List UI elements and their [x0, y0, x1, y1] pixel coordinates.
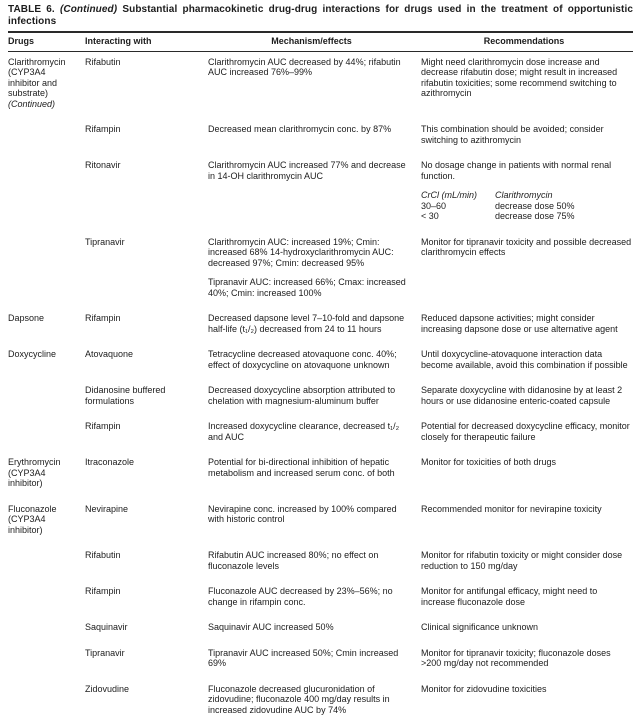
table-row	[8, 160, 633, 222]
table-row	[8, 385, 633, 406]
column-header-mechanism-effects: Mechanism/effects	[271, 36, 352, 46]
interacting-drug-cell: Itraconazole	[85, 457, 135, 467]
mechanism-cell	[208, 550, 421, 571]
recommendation-cell	[421, 421, 633, 442]
table-title-continued: (Continued)	[59, 4, 118, 15]
mechanism-paragraph: Clarithromycin AUC increased 77% and decrease in 14-OH clarithromycin AUC	[208, 160, 406, 181]
mechanism-cell	[208, 237, 421, 299]
table-row	[8, 504, 633, 536]
table-title-text: Substantial pharmacokinetic drug-drug interactions for drugs used in the treatment of opportunistic infections	[8, 4, 633, 27]
drug-name: Doxycycline	[8, 349, 57, 359]
recommendation-paragraph: Might need clarithromycin dose increase and decrease rifabutin dose; might result in increased rifabutin toxicities; some recommend switching to azithromycin	[421, 56, 618, 98]
interacting-drug-cell: Didanosine buffered formulations	[85, 385, 166, 406]
mechanism-paragraph: Saquinavir AUC increased 50%	[208, 622, 334, 632]
recommendation-paragraph: No dosage change in patients with normal renal function.	[421, 160, 612, 181]
table-row	[8, 586, 633, 607]
mechanism-paragraph: Increased doxycycline clearance, decreased t₁/₂ and AUC	[208, 421, 400, 442]
recommendation-cell	[421, 586, 633, 607]
table-row	[8, 313, 633, 334]
recommendation-cell	[421, 457, 633, 489]
recommendation-cell	[421, 550, 633, 571]
table-row	[8, 550, 633, 571]
mechanism-cell	[208, 385, 421, 406]
interacting-drug-cell: Tipranavir	[85, 647, 125, 658]
table-row	[8, 421, 633, 442]
mechanism-paragraph: Clarithromycin AUC: increased 19%; Cmin: increased 68% 14-hydroxyclarithromycin AUC: decreased 97%; Cmin: decreased 95%	[208, 236, 394, 268]
mechanism-paragraph: Rifabutin AUC increased 80%; no effect on fluconazole levels	[208, 550, 379, 571]
interacting-drug-cell: Rifabutin	[85, 550, 121, 560]
drug-cell	[8, 57, 85, 110]
drug-name: Clarithromycin (CYP3A4 inhibitor and substrate)	[8, 56, 66, 98]
mechanism-paragraph: Fluconazole AUC decreased by 23%–56%; no change in rifampin conc.	[208, 586, 393, 607]
interacting-drug-cell: Rifampin	[85, 124, 121, 134]
interacting-drug-cell: Zidovudine	[85, 683, 130, 694]
recommendation-paragraph: Monitor for zidovudine toxicities	[421, 683, 547, 694]
table-row	[8, 648, 633, 669]
interacting-drug-cell: Rifampin	[85, 313, 121, 323]
recommendation-paragraph: Potential for decreased doxycycline efficacy, monitor closely for therapeutic failure	[421, 421, 630, 442]
table-body	[8, 57, 633, 716]
mechanism-cell	[208, 349, 421, 370]
subtable-column-header: Clarithromycin	[495, 190, 553, 200]
mechanism-cell	[208, 421, 421, 442]
drug-cell	[8, 550, 85, 571]
subtable-cell: < 30	[421, 211, 439, 221]
recommendation-paragraph: Monitor for toxicities of both drugs	[421, 457, 557, 467]
interacting-drug-cell: Rifampin	[85, 421, 121, 431]
column-header-recommendations: Recommendations	[483, 36, 565, 46]
table-title-prefix: TABLE 6.	[8, 4, 55, 15]
recommendation-paragraph: Monitor for rifabutin toxicity or might consider dose reduction to 150 mg/day	[421, 550, 623, 571]
mechanism-paragraph: Tetracycline decreased atovaquone conc. 40%; effect of doxycycline on atovaquone unknown	[208, 349, 397, 370]
interacting-drug-cell: Rifabutin	[85, 56, 121, 67]
mechanism-paragraph: Decreased mean clarithromycin conc. by 87%	[208, 124, 392, 134]
interacting-drug-cell: Saquinavir	[85, 622, 128, 632]
interacting-drug-cell: Nevirapine	[85, 503, 129, 514]
mechanism-paragraph: Tipranavir AUC increased 50%; Cmin increased 69%	[208, 647, 399, 668]
drug-continued-label: (Continued)	[8, 98, 56, 109]
drug-cell	[8, 684, 85, 716]
subtable-column-header: CrCl (mL/min)	[421, 190, 477, 200]
mechanism-paragraph: Decreased doxycycline absorption attributed to chelation with magnesium-aluminum buffer	[208, 385, 396, 406]
drug-name: Dapsone	[8, 313, 45, 323]
interacting-drug-cell: Atovaquone	[85, 349, 134, 359]
recommendation-paragraph: Reduced dapsone activities; might consider increasing dapsone dose or use alternative agent	[421, 313, 618, 334]
recommendation-paragraph: Until doxycycline-atovaquone interaction data become available, avoid this combination if possible	[421, 349, 628, 370]
recommendation-cell	[421, 504, 633, 536]
subtable-cell: decrease dose 50%	[495, 200, 575, 211]
table-row	[8, 684, 633, 716]
drug-cell	[8, 385, 85, 406]
drug-name: Fluconazole (CYP3A4 inhibitor)	[8, 503, 57, 535]
recommendation-paragraph: Monitor for antifungal efficacy, might need to increase fluconazole dose	[421, 586, 598, 607]
interacting-drug-cell: Rifampin	[85, 586, 121, 596]
recommendation-paragraph: Separate doxycycline with didanosine by at least 2 hours or use didanosine enteric-coated capsule	[421, 385, 623, 406]
table-header-row	[8, 31, 633, 52]
table-row	[8, 622, 633, 633]
column-header-interacting-with: Interacting with	[85, 36, 152, 46]
mechanism-cell	[208, 313, 421, 334]
mechanism-cell	[208, 684, 421, 716]
recommendation-cell	[421, 349, 633, 370]
mechanism-cell	[208, 57, 421, 110]
table-row	[8, 124, 633, 145]
recommendation-cell	[421, 385, 633, 406]
drug-cell	[8, 504, 85, 536]
mechanism-cell	[208, 457, 421, 489]
recommendation-cell	[421, 57, 633, 110]
mechanism-paragraph: Fluconazole decreased glucuronidation of zidovudine; fluconazole 400 mg/day results in increased zidovudine AUC by 74%	[208, 683, 390, 715]
drug-cell	[8, 648, 85, 669]
recommendation-cell	[421, 313, 633, 334]
recommendation-cell	[421, 622, 633, 633]
mechanism-cell	[208, 504, 421, 536]
drug-cell	[8, 349, 85, 370]
mechanism-cell	[208, 622, 421, 633]
mechanism-paragraph: Tipranavir AUC: increased 66%; Cmax: increased 40%; Cmin: increased 100%	[208, 277, 406, 298]
mechanism-cell	[208, 124, 421, 145]
interacting-drug-cell: Ritonavir	[85, 160, 121, 170]
drug-cell	[8, 313, 85, 334]
mechanism-paragraph: Nevirapine conc. increased by 100% compared with historic control	[208, 503, 397, 524]
drug-cell	[8, 421, 85, 442]
table-row	[8, 237, 633, 299]
drug-name: Erythromycin (CYP3A4 inhibitor)	[8, 457, 61, 488]
mechanism-cell	[208, 648, 421, 669]
table-row	[8, 349, 633, 370]
drug-cell	[8, 160, 85, 222]
mechanism-paragraph: Potential for bi-directional inhibition of hepatic metabolism and increased serum conc. of both	[208, 457, 395, 478]
subtable-cell: 30–60	[421, 200, 447, 211]
recommendation-cell	[421, 684, 633, 716]
recommendation-paragraph: This combination should be avoided; consider switching to azithromycin	[421, 124, 604, 145]
recommendation-cell	[421, 124, 633, 145]
drug-cell	[8, 237, 85, 299]
table-title	[8, 4, 633, 27]
renal-dose-subtable	[421, 190, 633, 222]
recommendation-cell	[421, 160, 633, 222]
drug-cell	[8, 457, 85, 489]
mechanism-paragraph: Clarithromycin AUC decreased by 44%; rifabutin AUC increased 76%–99%	[208, 56, 401, 77]
mechanism-cell	[208, 160, 421, 222]
drug-cell	[8, 124, 85, 145]
recommendation-cell	[421, 648, 633, 669]
drug-cell	[8, 586, 85, 607]
drug-cell	[8, 622, 85, 633]
interacting-drug-cell: Tipranavir	[85, 236, 125, 247]
subtable-cell: decrease dose 75%	[495, 211, 575, 221]
recommendation-paragraph: Recommended monitor for nevirapine toxicity	[421, 503, 602, 514]
table-row	[8, 457, 633, 489]
column-header-drugs: Drugs	[8, 36, 35, 46]
mechanism-paragraph: Decreased dapsone level 7–10-fold and dapsone half-life (t₁/₂) decreased from 24 to 11 hours	[208, 313, 405, 334]
table-row	[8, 57, 633, 110]
recommendation-paragraph: Monitor for tipranavir toxicity; fluconazole doses >200 mg/day not recommended	[421, 647, 611, 668]
mechanism-cell	[208, 586, 421, 607]
recommendation-paragraph: Monitor for tipranavir toxicity and possible decreased clarithromycin effects	[421, 236, 632, 257]
recommendation-cell	[421, 237, 633, 299]
recommendation-paragraph: Clinical significance unknown	[421, 622, 539, 632]
